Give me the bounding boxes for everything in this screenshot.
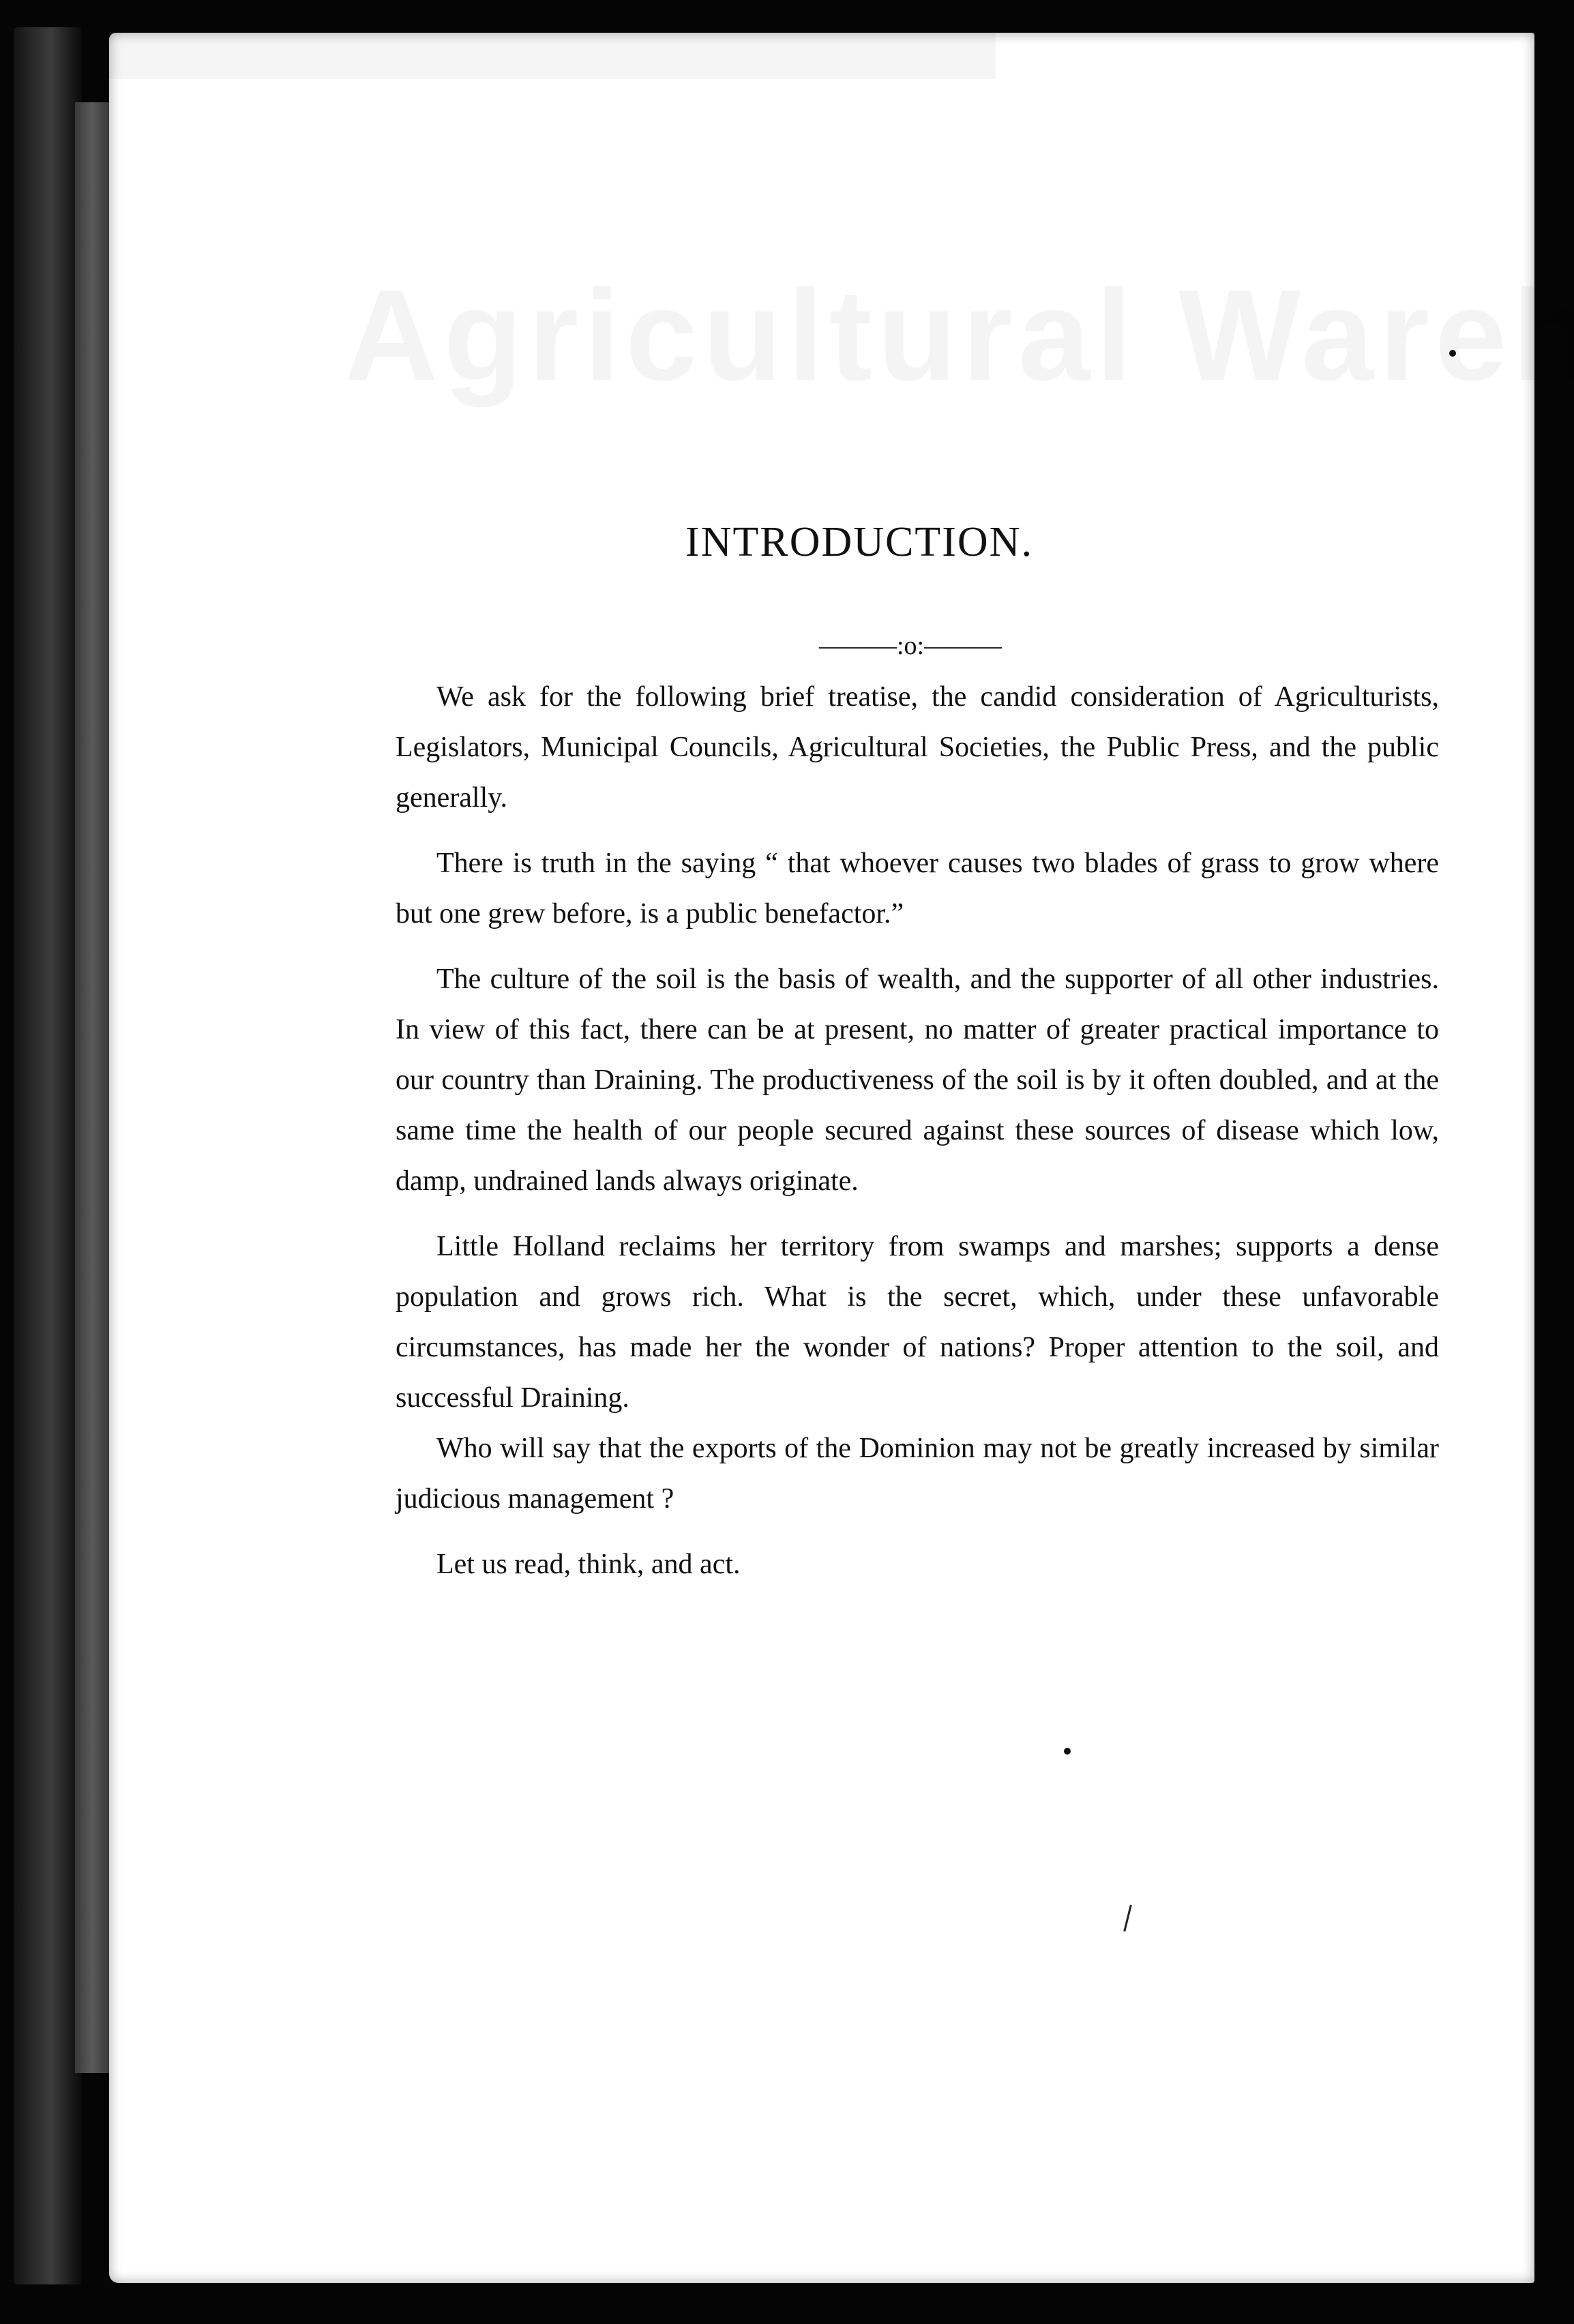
title-separator: ———:o:——— — [818, 631, 1003, 660]
ink-speck — [1064, 1748, 1071, 1755]
ink-speck — [1449, 350, 1456, 357]
paragraph: Let us read, think, and act. — [436, 1549, 741, 1580]
book-spine — [75, 102, 113, 2073]
paragraph: Who will say that the exports of the Dominion may not be greatly increased by similar judicious management ? — [396, 1433, 1439, 1515]
paragraph: There is truth in the saying “ that whoever causes two blades of grass to grow where but one grew before, is a public benefactor.” — [396, 848, 1439, 929]
paragraph: Little Holland reclaims her territory from swamps and marshes; supports a dense population and grows rich. What is the secret, which, under these unfavorable circumstances, has made her the wonder of nations? Proper attention to the soil, and successful Draining. — [396, 1231, 1439, 1414]
bleed-through-heading — [344, 261, 1574, 410]
bleed-through-line — [109, 33, 996, 56]
book-binding — [14, 27, 82, 2284]
page-title: INTRODUCTION. — [685, 519, 1033, 565]
paragraph: The culture of the soil is the basis of wealth, and the supporter of all other industries. In view of this fact, there can be at present, no matter of greater practical importance to our country than Draining. The productiveness of the soil is by it often doubled, and at the same time the health of our people secured against these sources of disease which low, damp, undrained lands always originate. — [396, 964, 1439, 1197]
introduction-body — [396, 672, 1439, 1605]
bleed-through-line — [109, 56, 996, 79]
paragraph: We ask for the following brief treatise, the candid consideration of Agriculturists, Legislators, Municipal Councils, Agricultural Societies, the Public Press, and the public generally. — [396, 681, 1439, 814]
ink-mark — [1123, 1905, 1132, 1932]
